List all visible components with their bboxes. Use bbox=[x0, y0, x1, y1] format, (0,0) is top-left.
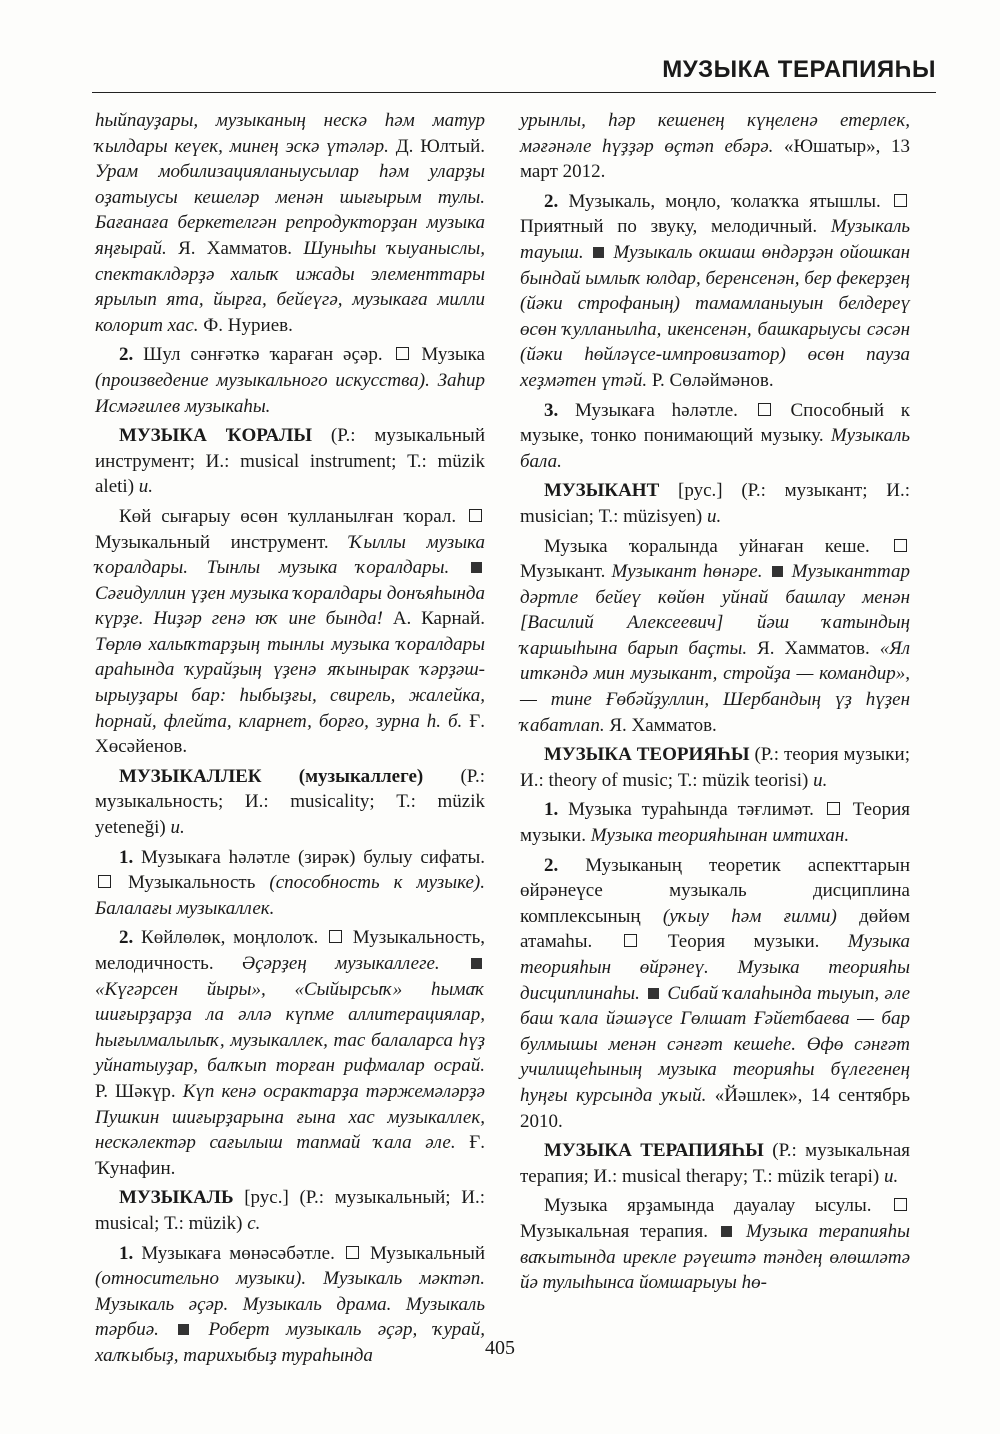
definition: Музыкаға һәләтле. bbox=[558, 399, 755, 421]
example-text: (относительно музыки). Музыкаль мәктәп. Музыкаль әҫәр. Музыкаль драма. Музыкаль тәрбиә. bbox=[95, 1268, 485, 1341]
headword: МУЗЫКАНТ bbox=[544, 480, 660, 502]
example-text: (способность к музыке). Балалағы музыкаллек. bbox=[95, 872, 485, 919]
definition: Көйлөлөк, моңлолоҡ. bbox=[133, 927, 326, 949]
russian-gloss: Музыкант. bbox=[520, 561, 612, 583]
filled-square-icon bbox=[593, 247, 604, 258]
filled-square-icon bbox=[772, 566, 783, 577]
sense-2 bbox=[95, 342, 485, 419]
headword: МУЗЫКА ТЕРАПИЯҺЫ bbox=[544, 1140, 764, 1162]
definition: Музыкаға мөнәсәбәтле. bbox=[133, 1242, 343, 1264]
definition: Музыкаль, моңло, ҡолаҡҡа ятышлы. bbox=[558, 190, 891, 212]
filled-square-icon bbox=[648, 988, 659, 999]
entry-muzykant bbox=[520, 478, 910, 529]
russian-gloss: Теория музыки. bbox=[520, 799, 910, 847]
square-icon bbox=[624, 934, 637, 947]
example-text: Музыкаль окшаш өндәрҙән ойошкан бындай ымлыҡ юлдар, беренсенән, бер фекерҙең (йәки строфаның) тамамланыуын белдереү өсөн ҡулланылһа, икенсенән, башкарыусы сәсән (йәки һөйләүсе-импровизатор) өсөн пауза хеҙмәтен үтәй. bbox=[520, 241, 911, 391]
example-text: урынлы, һәр кешенең күңеленә етерлек, мәғәнәле һүҙҙәр өҫтәп ебәрә. bbox=[520, 110, 910, 157]
entry-muzyka-terapiyahy bbox=[520, 1138, 910, 1189]
sense-1 bbox=[520, 797, 910, 848]
definition: Музыканың теоретик аспекттарын өйрәнеүсе музыкаль дисциплина комплексының bbox=[520, 854, 910, 927]
translations: (Р.: музыкальный инструмент; И.: musical instrument; Т.: müzik aleti) bbox=[95, 425, 485, 498]
source: Я. Хамматов. bbox=[604, 714, 717, 736]
russian-gloss: Музыкальность, мелодичность. bbox=[95, 927, 485, 974]
definition: Музыка ҡоралында уйнаған кеше. bbox=[544, 535, 891, 557]
sense-2 bbox=[520, 189, 910, 394]
example-text: һыйпауҙары, музыканың нескә һәм матур ҡылдары кеүек, минең эскә үтәләр. bbox=[95, 110, 485, 157]
square-icon bbox=[827, 802, 840, 815]
filled-square-icon bbox=[721, 1226, 732, 1237]
russian-gloss: Музыкальная терапия. bbox=[520, 1220, 719, 1242]
entry-muzyka-teoriyahy bbox=[520, 742, 910, 793]
example-text: «Ял иткәндә мин музыкант, стройҙа — командир», — тине Ғөбәйҙуллин, Шербандың үҙ һүҙен ҡабатлап. bbox=[520, 637, 910, 736]
example-text: Музыкаль бала. bbox=[520, 425, 910, 472]
example-text: «Күгәрсен йыры», «Сыйырсыҡ» һымаҡ шиғырҙарҙа ла әллә күпме аллитерациялар, һығылмалылыҡ, музыкаллек, тас балаларса һүҙ уйнатыуҙар, балҡып торған рифмалар осрай. bbox=[95, 978, 485, 1077]
example-text: Әҫәрҙең музыкаллеге. bbox=[241, 953, 440, 974]
russian-gloss: Способный к музыке, тонко понимающий музыку. bbox=[520, 399, 910, 447]
example-text: Сибай ҡалаһында тыуып, әле баш ҡала йәшәүсе Гөлшат Ғәйетбаева — бар булмышы менән сәнғәт кешеһе. Өфө сәнғәт училищеһының музыка теорияһы бүлегенең һуңғы курсында уҡый. bbox=[520, 982, 911, 1106]
square-icon bbox=[98, 875, 111, 888]
russian-gloss: Приятный по звуку, мелодичный. bbox=[520, 216, 831, 238]
source: Я. Хамматов. bbox=[747, 637, 880, 659]
example-text: Музыкаль тауыш. bbox=[520, 216, 910, 263]
russian-gloss: Теория музыки. bbox=[639, 931, 848, 953]
translations: [рус.] (Р.: музыкальный; И.: musical; Т.: müzik) bbox=[95, 1187, 485, 1234]
part-of-speech: и. bbox=[883, 1165, 899, 1187]
headword: МУЗЫКАЛЛЕК (музыкаллеге) bbox=[119, 765, 424, 787]
example-text: Музыка теорияһын өйрәнеү. Музыка теорияһы дисциплинаһы. bbox=[520, 931, 910, 1004]
definition: Музыка ярҙамында дауалау ысулы. bbox=[544, 1195, 891, 1217]
russian-gloss: Музыкальный bbox=[361, 1242, 485, 1264]
russian-gloss: Музыкальный инструмент. bbox=[95, 531, 350, 553]
source: Ғ. Хөсәйенов. bbox=[95, 710, 486, 758]
square-icon bbox=[894, 1198, 907, 1211]
filled-square-icon bbox=[178, 1324, 189, 1335]
source: «Йәшлек», 14 сентябрь 2010. bbox=[520, 1084, 910, 1132]
sense-number: 2. bbox=[544, 854, 559, 876]
definition: Көй сығарыу өсөн ҡулланылған ҡорал. bbox=[119, 505, 466, 527]
definition-block bbox=[95, 504, 485, 760]
part-of-speech: с. bbox=[247, 1212, 261, 1234]
square-icon bbox=[329, 930, 342, 943]
source: А. Карнай. bbox=[382, 608, 485, 630]
source: Р. Сөләймәнов. bbox=[647, 369, 774, 391]
paragraph bbox=[520, 108, 910, 185]
sense-number: 2. bbox=[119, 344, 134, 366]
sense-number: 2. bbox=[544, 190, 559, 212]
entry-muzykal bbox=[95, 1185, 485, 1236]
source: Ғ. Ҡунафин. bbox=[95, 1132, 485, 1179]
example-text: Күп кенә осрактарҙа тәржемәләрҙә Пушкин шиғырҙарына ғына хас музыкаллек, нескәлектәр сағылыш тапмай ҡала әле. bbox=[95, 1080, 485, 1154]
source: Ф. Нуриев. bbox=[198, 314, 293, 336]
source: Я. Хамматов. bbox=[166, 237, 304, 259]
example-text: (уҡыу һәм ғилми) bbox=[662, 905, 837, 927]
filled-square-icon bbox=[471, 562, 482, 573]
paragraph bbox=[95, 108, 485, 338]
sense-number: 1. bbox=[119, 1242, 134, 1264]
example-text: Музыка терапияһы ваҡытында ирекле рәүештә тәндең өлөшләтә йә тулыһынса йомшарыуы һө- bbox=[520, 1220, 910, 1294]
definition: Музыка тураһында тәғлимәт. bbox=[558, 799, 824, 821]
translations: [рус.] (Р.: музыкант; И.: musician; Т.: müzisyen) bbox=[520, 480, 910, 527]
example-text: Урам мобилизацияланыусылар һәм уларҙы оҙатыусы кешеләр менән шығырым тулы. Бағанаға беркетелгән репродукторҙан музыка яңғырай. bbox=[95, 161, 485, 259]
translations: (Р.: музыкальная терапия; И.: musical therapy; Т.: müzik terapi) bbox=[520, 1140, 911, 1187]
definition-block bbox=[520, 534, 910, 739]
translations: (Р.: теория музыки; И.: theory of music; Т.: müzik teorisi) bbox=[520, 744, 910, 791]
part-of-speech: и. bbox=[707, 505, 722, 527]
square-icon bbox=[396, 347, 409, 360]
headword: МУЗЫКАЛЬ bbox=[119, 1187, 234, 1209]
example-text: Музыкант һөнәре. bbox=[611, 561, 763, 583]
headword: МУЗЫКА ТЕОРИЯҺЫ bbox=[544, 744, 750, 766]
sense-2 bbox=[95, 925, 485, 1181]
square-icon bbox=[758, 403, 771, 416]
example-text: Музыканттар дәртле бейеү көйөн уйнай башлау менән [Василий Алексеевич] йәш ҡатындың ҡаршыһына барып баҫты. bbox=[520, 561, 910, 659]
running-header bbox=[92, 52, 936, 93]
square-icon bbox=[894, 539, 907, 552]
russian-gloss: Музыкальность bbox=[114, 872, 270, 894]
square-icon bbox=[894, 194, 907, 207]
headword: МУЗЫКА ҠОРАЛЫ bbox=[119, 425, 312, 447]
example-text: (произведение музыкального искусства). Заһир Исмәғилев музыкаһы. bbox=[95, 369, 485, 417]
sense-2 bbox=[520, 853, 910, 1135]
part-of-speech: и. bbox=[170, 817, 185, 839]
entry-muzykallek bbox=[95, 764, 485, 841]
sense-number: 1. bbox=[544, 799, 559, 821]
definition: Музыкаға һәләтле (зирәк) булыу сифаты. bbox=[133, 846, 485, 868]
example-text: Шуныһы ҡыуаныслы, спектаклдәрҙә халыҡ ижады элементтары ярылып ята, йырға, бейеүгә, музыкаға милли колорит хас. bbox=[95, 237, 485, 336]
right-column bbox=[520, 108, 910, 1300]
sense-3 bbox=[520, 398, 910, 475]
sense-number: 1. bbox=[119, 846, 134, 868]
translations: (Р.: музыкальность; И.: musicality; Т.: müzik yeteneği) bbox=[95, 765, 485, 839]
sense-number: 3. bbox=[544, 399, 559, 421]
example-text: Роберт музыкаль әҫәр, ҡурай, халҡыбыҙ, тарихыбыҙ тураһында bbox=[95, 1319, 485, 1366]
source: Д. Юлтый. bbox=[388, 135, 485, 157]
definition: дөйөм атамаһы. bbox=[520, 905, 910, 953]
square-icon bbox=[469, 509, 482, 522]
part-of-speech: и. bbox=[138, 476, 154, 498]
example-text: Төрлө халыҡтарҙың тынлы музыка ҡоралдары араһында ҡурайҙың үҙенә яҡынырак ҡәрҙәш-ырыуҙары бар: һыбыҙғы, свирель, жалейка, һорнай, флейта, кларнет, борғо, зурна һ. б. bbox=[95, 633, 485, 732]
square-icon bbox=[346, 1246, 359, 1259]
filled-square-icon bbox=[471, 958, 482, 969]
source: «Юшатыр», 13 март 2012. bbox=[520, 135, 911, 183]
sense-1 bbox=[95, 845, 485, 922]
example-text: Музыка теорияһынан имтихан. bbox=[590, 825, 850, 847]
sense-number: 2. bbox=[119, 927, 134, 949]
example-text: Сәғидуллин үҙен музыка ҡоралдары донъяһында күрҙе. Ниҙәр генә юҡ ине бында! bbox=[95, 582, 485, 630]
source: Р. Шәкүр. bbox=[95, 1080, 183, 1102]
definition: Шул сәнғәткә ҡараған әҫәр. bbox=[133, 344, 393, 366]
part-of-speech: и. bbox=[813, 769, 828, 791]
page-number: 405 bbox=[485, 1337, 515, 1359]
entry-muzyka-qoraly bbox=[95, 423, 485, 500]
left-column bbox=[95, 108, 485, 1373]
russian-gloss: Музыка bbox=[411, 344, 485, 366]
definition-block bbox=[520, 1193, 910, 1295]
example-text: Ҡыллы музыка ҡоралдары. Тынлы музыка ҡоралдары. bbox=[95, 531, 485, 579]
running-header-title: МУЗЫКА ТЕРАПИЯҺЫ bbox=[662, 56, 936, 83]
